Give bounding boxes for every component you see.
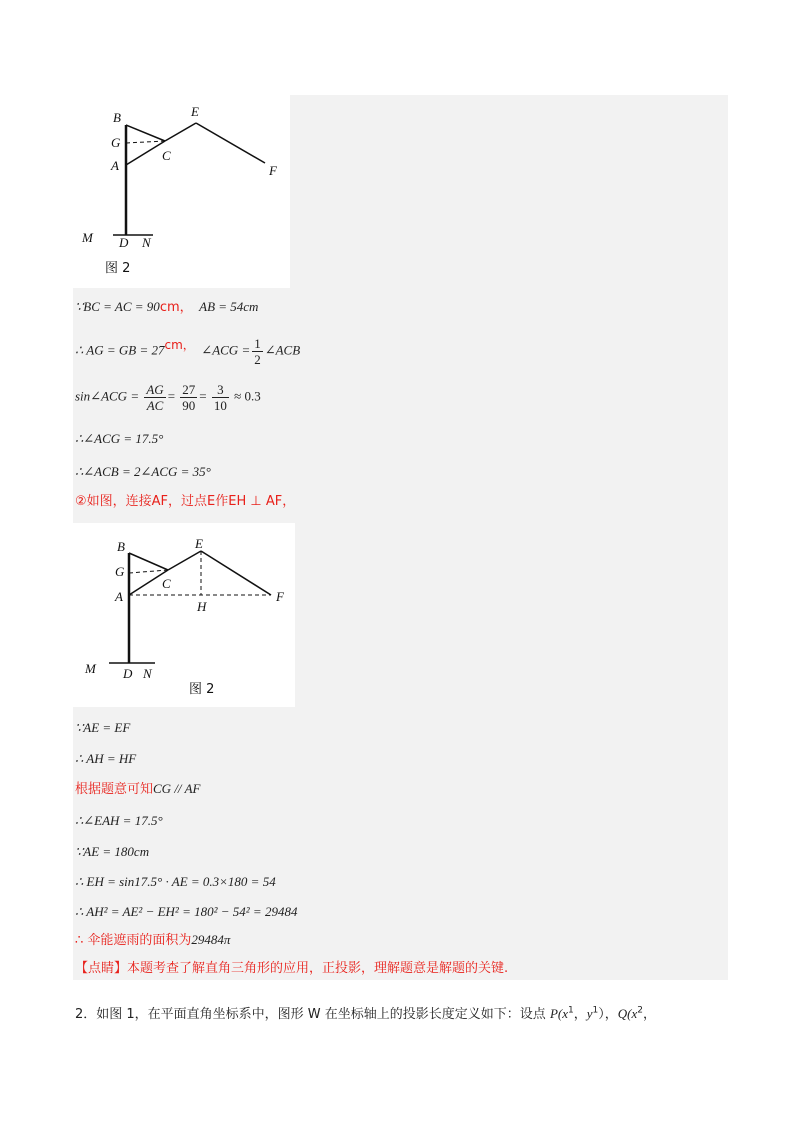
label-D: D bbox=[123, 666, 133, 681]
solution-line-13: ∴ AH² = AE² − EH² = 180² − 54² = 29484 bbox=[75, 904, 298, 919]
label-E: E bbox=[191, 104, 199, 119]
label-M: M bbox=[82, 230, 93, 245]
label-B: B bbox=[113, 110, 121, 125]
figure-2-caption: 图 2 bbox=[189, 682, 215, 697]
solution-line-5: ∴∠ACB = 2∠ACG = 35° bbox=[75, 464, 211, 479]
label-C: C bbox=[162, 148, 171, 163]
figure-1-diagram bbox=[73, 95, 290, 288]
solution-line-6: ②如图，连接AF，过点E作EH ⊥ AF， bbox=[75, 494, 296, 509]
label-A: A bbox=[115, 589, 123, 604]
solution-line-4: ∴∠ACG = 17.5° bbox=[75, 431, 164, 446]
label-N: N bbox=[142, 235, 151, 250]
solution-line-7: ∵AE = EF bbox=[75, 720, 131, 735]
figure-1-caption: 图 2 bbox=[105, 261, 131, 276]
label-N: N bbox=[143, 666, 152, 681]
label-C: C bbox=[162, 576, 171, 591]
solution-line-3: sin∠ACG = $\frac{AG}{AC}$ = $\frac{27}{90}$ = $\frac{3}{10}$ ≈ 0.3 bbox=[75, 382, 261, 413]
solution-line-14: ∴ 伞能遮雨的面积为29484π bbox=[75, 932, 231, 948]
solution-line-8: ∴ AH = HF bbox=[75, 751, 137, 766]
solution-line-10: ∴∠EAH = 17.5° bbox=[75, 813, 163, 828]
label-M: M bbox=[85, 661, 96, 676]
label-G: G bbox=[115, 564, 125, 579]
figure-1 bbox=[73, 95, 290, 288]
figure-2 bbox=[73, 523, 295, 707]
solution-line-11: ∵AE = 180cm bbox=[75, 844, 150, 859]
key-point-note: 【点睛】本题考查了解直角三角形的应用，正投影，理解题意是解题的关键. bbox=[75, 961, 509, 976]
label-H: H bbox=[197, 599, 207, 614]
label-F: F bbox=[269, 163, 277, 178]
solution-line-1: ∵BC = AC = 90cm， AB = 54cm bbox=[75, 299, 259, 315]
solution-line-9: 根据题意可知CG // AF bbox=[75, 781, 201, 797]
label-B: B bbox=[117, 539, 125, 554]
question-2: 2．如图 1，在平面直角坐标系中，图形 W 在坐标轴上的投影长度定义如下：设点 $P(x^1$，$y^1$），$Q(x^2$， bbox=[75, 1005, 657, 1022]
solution-line-12: ∴ EH = sin17.5° · AE = 0.3×180 = 54 bbox=[75, 874, 276, 889]
figure-2-diagram bbox=[73, 523, 295, 707]
label-F: F bbox=[276, 589, 284, 604]
label-E: E bbox=[195, 536, 203, 551]
fraction-half: $\frac{1}{2}$ bbox=[254, 336, 261, 367]
label-A: A bbox=[111, 158, 119, 173]
label-D: D bbox=[119, 235, 129, 250]
label-G: G bbox=[111, 135, 121, 150]
solution-line-2: ∴ AG = GB = 27cm， ∠ACG = $\frac{1}{2}$ ∠ACB bbox=[75, 336, 301, 367]
